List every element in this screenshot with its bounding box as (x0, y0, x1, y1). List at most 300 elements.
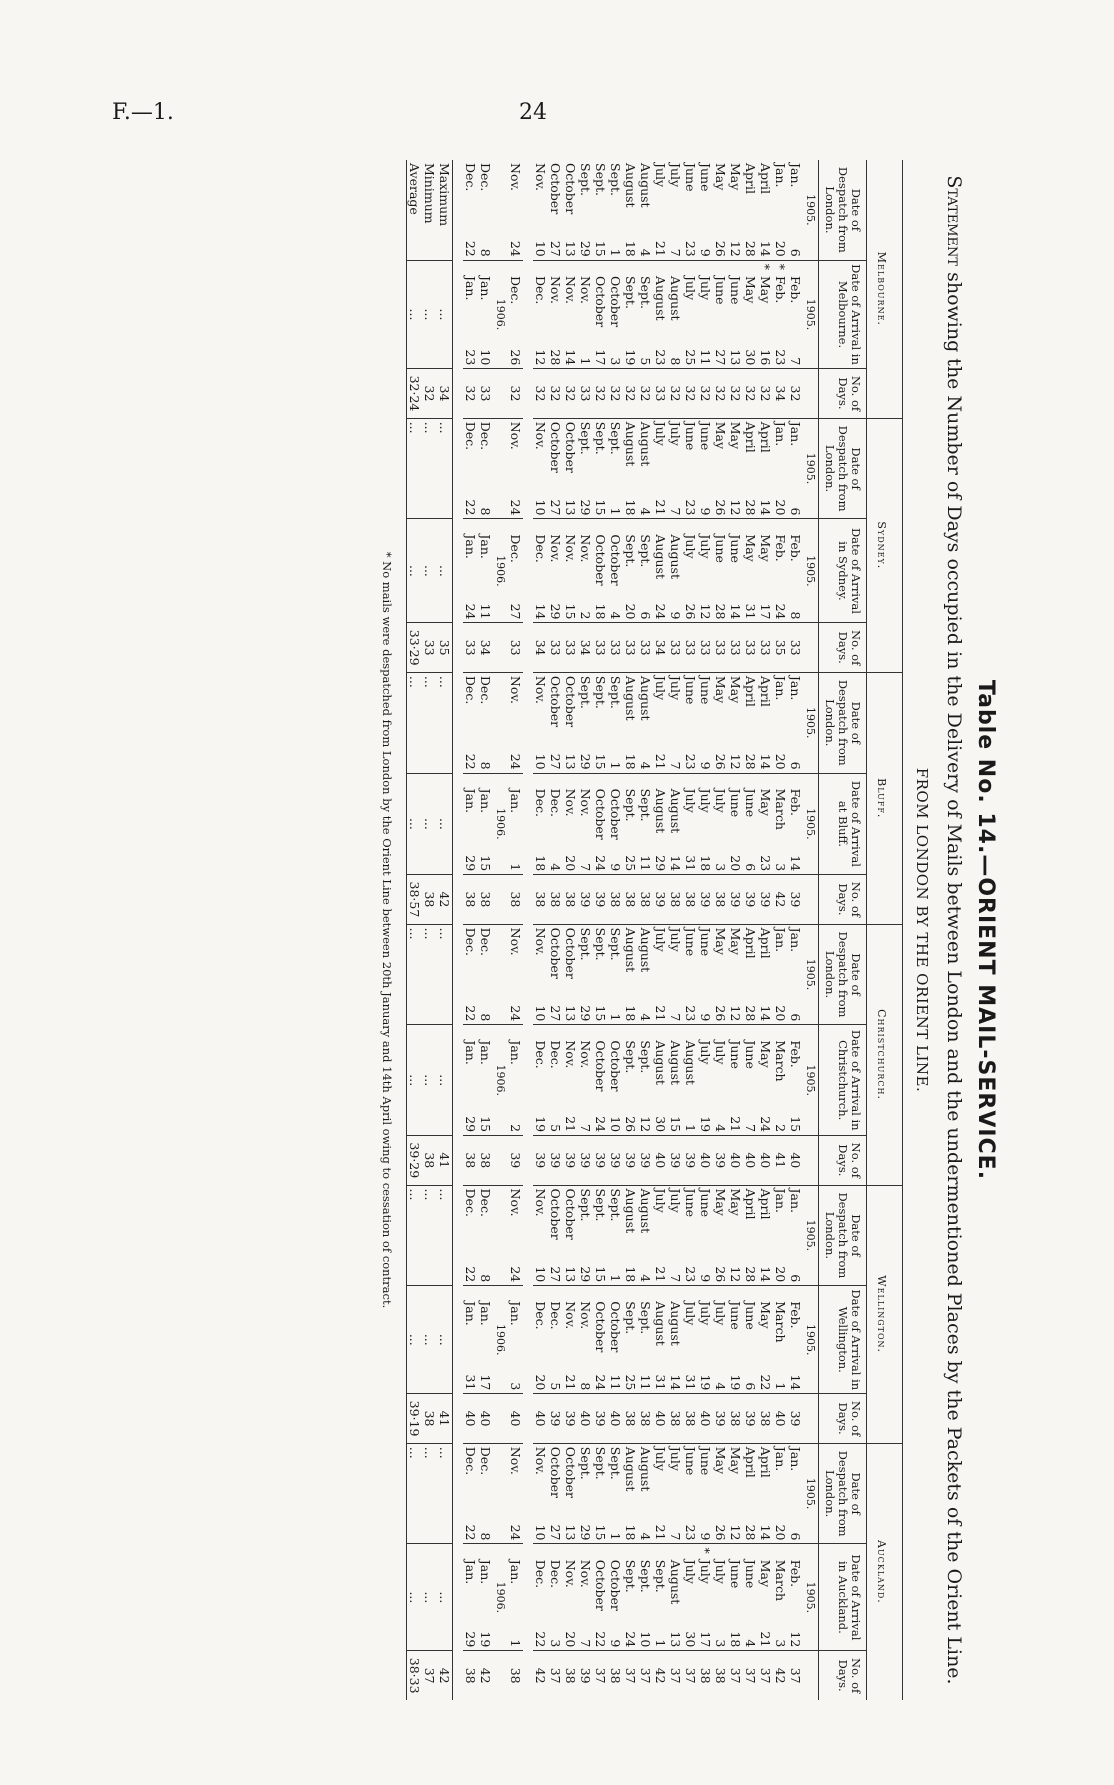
days-blank (493, 1394, 508, 1443)
despatch-month: Sept. (593, 163, 608, 196)
days-header: No. of Days. (819, 1136, 867, 1185)
days-blank (803, 1651, 819, 1700)
days-value: 41 (773, 1136, 788, 1185)
despatch-day: 14 (758, 1524, 773, 1541)
arrival-month: July (713, 1040, 728, 1065)
arrival-day: 19 (698, 1374, 713, 1391)
days-value: 38 (623, 875, 638, 924)
days-value: 32 (788, 369, 803, 418)
arrival-day: 14 (788, 1374, 803, 1391)
arrival-day: 25 (623, 1374, 638, 1391)
days-value: 40 (773, 1394, 788, 1443)
despatch-day: 27 (548, 753, 563, 770)
despatch-month: May (713, 163, 728, 191)
despatch-month: August (623, 163, 638, 208)
days-value: 40 (698, 1136, 713, 1185)
arrival-month: Sept. (638, 1040, 653, 1074)
days-value: 37 (593, 1651, 608, 1700)
despatch-month: April (743, 418, 758, 491)
despatch-month: July (668, 1185, 683, 1258)
arrival-mark (683, 1286, 698, 1299)
despatch-day: 23 (683, 499, 698, 516)
table-title: Table No. 14.—ORIENT MAIL-SERVICE. (973, 679, 998, 1181)
arrival-mark (578, 519, 593, 532)
days-value: 37 (743, 1651, 758, 1700)
arrival-month: May (758, 788, 773, 816)
despatch-month: June (698, 1443, 713, 1516)
despatch-day: 1 (608, 1274, 623, 1283)
despatch-month: Dec. (478, 924, 493, 997)
despatch-day: 4 (638, 1532, 653, 1541)
despatch-day: 21 (653, 1005, 668, 1022)
summary-dots: ... (407, 1544, 422, 1651)
summary-value: 32·24 (407, 369, 422, 418)
arrival-mark (608, 1025, 623, 1038)
table-row (713, 160, 728, 1700)
arrival-day: 7 (743, 1124, 758, 1133)
days-value: 33 (463, 623, 478, 672)
despatch-header: Date of Despatch from London. (819, 1443, 867, 1544)
arrival-day: 17 (698, 1631, 713, 1648)
arrival-mark (533, 1544, 548, 1557)
arrival-mark (533, 260, 548, 273)
arrival-month: October (608, 1559, 623, 1611)
arrival-month: Feb. (773, 275, 788, 304)
arrival-year: 1906. (493, 1025, 508, 1136)
arrival-day: 29 (463, 1116, 478, 1133)
despatch-month: Jan. (788, 418, 803, 491)
despatch-day: 18 (623, 753, 638, 770)
despatch-day: 21 (653, 1266, 668, 1283)
arrival-mark (533, 1025, 548, 1038)
despatch-day: 18 (623, 1005, 638, 1022)
summary-dots: ... (422, 1286, 437, 1394)
despatch-day: 4 (638, 1013, 653, 1022)
arrival-day: 27 (713, 349, 728, 366)
despatch-day: 26 (713, 753, 728, 770)
arrival-month: October (593, 1559, 608, 1611)
summary-value: 38·57 (407, 875, 422, 924)
summary-row (422, 160, 437, 1700)
days-value: 32 (758, 369, 773, 418)
despatch-day: 10 (533, 240, 548, 257)
arrival-mark (608, 1286, 623, 1299)
days-value: 38 (668, 1394, 683, 1443)
group-header-melbourne: Melbourne. (867, 160, 903, 418)
despatch-month: Nov. (508, 1443, 523, 1516)
despatch-month: Jan. (788, 163, 803, 188)
arrival-year: 1906. (493, 519, 508, 623)
summary-value: 39·19 (407, 1394, 422, 1443)
arrival-day: 9 (608, 863, 623, 872)
days-value: 38 (548, 875, 563, 924)
arrival-header: Date of Arrival in Sydney. (819, 519, 867, 623)
days-value: 37 (638, 1651, 653, 1700)
despatch-month: May (713, 1185, 728, 1258)
despatch-header: Date of Despatch from London. (819, 924, 867, 1025)
days-value: 34 (653, 623, 668, 672)
days-value: 37 (548, 1651, 563, 1700)
arrival-day: 14 (668, 855, 683, 872)
despatch-day: 24 (508, 753, 523, 770)
despatch-day: 21 (653, 499, 668, 516)
arrival-month: March (773, 788, 788, 830)
despatch-day: 20 (773, 1524, 788, 1541)
summary-value: 38 (422, 1394, 437, 1443)
days-value: 32 (668, 369, 683, 418)
days-value: 39 (548, 1136, 563, 1185)
spacer-row (453, 160, 464, 1700)
despatch-month: April (743, 1443, 758, 1516)
despatch-day: 27 (548, 1524, 563, 1541)
despatch-month: June (683, 418, 698, 491)
arrival-month: Nov. (578, 534, 593, 563)
arrival-mark (788, 1025, 803, 1038)
arrival-mark (623, 1544, 638, 1557)
days-value: 40 (578, 1394, 593, 1443)
days-value: 37 (758, 1651, 773, 1700)
despatch-day: 14 (758, 753, 773, 770)
despatch-day: 13 (563, 753, 578, 770)
arrival-day: 14 (668, 1374, 683, 1391)
arrival-month: July (683, 1301, 698, 1326)
arrival-day: 30 (683, 1631, 698, 1648)
summary-dots: ... (407, 418, 422, 519)
despatch-header: Date of Despatch from London. (819, 418, 867, 519)
days-value: 33 (728, 623, 743, 672)
despatch-month: Sept. (608, 163, 623, 196)
arrival-day: 8 (578, 1382, 593, 1391)
summary-dots: ... (437, 1185, 453, 1286)
table-row (788, 160, 803, 1700)
days-value: 38 (623, 1394, 638, 1443)
days-value: 32 (563, 369, 578, 418)
despatch-day: 21 (653, 1524, 668, 1541)
despatch-month: July (653, 924, 668, 997)
arrival-month: Jan. (508, 1559, 523, 1585)
arrival-mark (578, 260, 593, 273)
arrival-day: 3 (773, 863, 788, 872)
arrival-mark (698, 260, 713, 273)
despatch-month: October (548, 924, 563, 997)
despatch-day: 22 (463, 1005, 478, 1022)
arrival-mark (668, 1025, 683, 1038)
summary-dots: ... (407, 1025, 422, 1136)
days-value: 33 (478, 369, 493, 418)
arrival-month: Sept. (653, 1559, 668, 1593)
arrival-mark (623, 773, 638, 786)
year-row (803, 160, 819, 1700)
despatch-month: April (758, 163, 773, 194)
despatch-year: 1905. (803, 1185, 819, 1286)
despatch-month: June (698, 163, 713, 192)
despatch-day: 22 (463, 499, 478, 516)
despatch-day: 1 (608, 248, 623, 257)
arrival-month: June (728, 1040, 743, 1069)
despatch-day: 12 (728, 240, 743, 257)
despatch-year: 1905. (803, 418, 819, 519)
arrival-month: Nov. (563, 275, 578, 304)
days-value: 42 (773, 875, 788, 924)
days-value: 38 (668, 875, 683, 924)
arrival-month: Nov. (548, 275, 563, 304)
arrival-mark (593, 519, 608, 532)
despatch-month: October (563, 672, 578, 745)
arrival-day: 31 (743, 603, 758, 620)
arrival-month: Nov. (563, 1559, 578, 1588)
despatch-month: Sept. (578, 1185, 593, 1258)
arrival-mark (788, 260, 803, 273)
despatch-year (493, 924, 508, 1025)
arrival-month: August (668, 275, 683, 321)
arrival-mark (668, 519, 683, 532)
table-row (563, 160, 578, 1700)
despatch-day: 27 (548, 1266, 563, 1283)
despatch-year: 1905. (803, 924, 819, 1025)
despatch-day: 27 (548, 240, 563, 257)
arrival-mark (728, 260, 743, 273)
arrival-month: July (683, 534, 698, 559)
arrival-month: May (758, 1040, 773, 1068)
arrival-year: 1906. (493, 260, 508, 369)
arrival-mark (563, 773, 578, 786)
arrival-mark (533, 1286, 548, 1299)
arrival-month: Feb. (788, 1301, 803, 1329)
summary-dots: ... (437, 773, 453, 875)
despatch-month: Nov. (508, 163, 523, 192)
days-value: 42 (533, 1651, 548, 1700)
arrival-day: 24 (593, 1374, 608, 1391)
arrival-mark (548, 260, 563, 273)
days-value: 40 (533, 1394, 548, 1443)
days-value: 39 (713, 1394, 728, 1443)
arrival-day: 8 (788, 611, 803, 620)
summary-dots: ... (407, 773, 422, 875)
arrival-mark (788, 1286, 803, 1299)
arrival-mark (638, 773, 653, 786)
days-blank (493, 369, 508, 418)
arrival-day: 9 (668, 611, 683, 620)
days-value: 32 (608, 369, 623, 418)
days-value: 39 (593, 1394, 608, 1443)
arrival-mark (743, 1544, 758, 1557)
arrival-mark (743, 1025, 758, 1038)
arrival-month: May (758, 534, 773, 562)
arrival-month: July (683, 788, 698, 813)
arrival-mark (548, 1286, 563, 1299)
arrival-mark (608, 773, 623, 786)
despatch-day: 6 (788, 761, 803, 770)
arrival-mark (593, 260, 608, 273)
group-header-christchurch: Christchurch. (867, 924, 903, 1185)
despatch-month: Sept. (593, 924, 608, 997)
despatch-day: 13 (563, 240, 578, 257)
arrival-mark (683, 1544, 698, 1557)
summary-row (437, 160, 453, 1700)
days-value: 37 (668, 1651, 683, 1700)
arrival-mark (563, 1025, 578, 1038)
arrival-month: July (698, 534, 713, 559)
despatch-year (493, 672, 508, 773)
despatch-day: 8 (478, 1532, 493, 1541)
despatch-day: 1 (608, 1532, 623, 1541)
despatch-month: October (563, 1443, 578, 1516)
despatch-day: 26 (713, 240, 728, 257)
arrival-year: 1905. (803, 1544, 819, 1651)
despatch-month: April (758, 1443, 773, 1516)
despatch-day: 10 (533, 1524, 548, 1541)
arrival-mark (743, 519, 758, 532)
summary-value: 38 (422, 1136, 437, 1185)
despatch-day: 15 (593, 753, 608, 770)
despatch-day: 12 (728, 499, 743, 516)
arrival-month: Nov. (548, 534, 563, 563)
days-value: 40 (788, 1136, 803, 1185)
arrival-month: Dec. (548, 788, 563, 818)
despatch-month: Sept. (608, 418, 623, 491)
despatch-month: June (683, 924, 698, 997)
despatch-month: April (743, 672, 758, 745)
despatch-header: Date of Despatch from London. (819, 672, 867, 773)
arrival-day: 4 (713, 1382, 728, 1391)
arrival-day: 3 (508, 1382, 523, 1391)
arrival-day: 21 (758, 1631, 773, 1648)
arrival-day: 11 (638, 1374, 653, 1391)
despatch-month: May (728, 163, 743, 191)
despatch-month: October (563, 1185, 578, 1258)
despatch-month: Jan. (788, 672, 803, 745)
arrival-day: 18 (593, 603, 608, 620)
arrival-day: 4 (608, 611, 623, 620)
despatch-month: August (623, 418, 638, 491)
arrival-mark (578, 1286, 593, 1299)
arrival-year: 1905. (803, 519, 819, 623)
arrival-month: Jan. (463, 1040, 478, 1065)
arrival-month: July (683, 275, 698, 301)
arrival-mark (508, 1025, 523, 1038)
despatch-day: 18 (623, 499, 638, 516)
arrival-day: 21 (563, 1374, 578, 1391)
arrival-month: October (593, 788, 608, 840)
despatch-day: 6 (788, 1274, 803, 1283)
summary-value: 42 (437, 1651, 453, 1700)
arrival-mark (478, 1544, 493, 1557)
arrival-month: May (758, 1559, 773, 1588)
despatch-day: 7 (668, 1274, 683, 1283)
days-value: 40 (698, 1394, 713, 1443)
arrival-month: October (593, 275, 608, 328)
arrival-month: August (653, 275, 668, 321)
arrival-day: 24 (758, 1116, 773, 1133)
despatch-month: Sept. (578, 672, 593, 745)
despatch-day: 6 (788, 1013, 803, 1022)
despatch-year (493, 418, 508, 519)
despatch-month: October (548, 418, 563, 491)
despatch-month: April (758, 672, 773, 745)
summary-value: 38·33 (407, 1651, 422, 1700)
arrival-year: 1906. (493, 1286, 508, 1394)
despatch-month: Dec. (478, 163, 493, 192)
summary-dots: ... (407, 519, 422, 623)
summary-dots: ... (407, 924, 422, 1025)
arrival-day: 19 (478, 1631, 493, 1648)
table-row (683, 160, 698, 1700)
arrival-day: 15 (788, 1116, 803, 1133)
days-blank (493, 1651, 508, 1700)
arrival-mark (728, 1025, 743, 1038)
despatch-day: 10 (533, 499, 548, 516)
days-value: 38 (638, 875, 653, 924)
despatch-month: June (683, 163, 698, 192)
despatch-day: 27 (548, 1005, 563, 1022)
arrival-mark (698, 1286, 713, 1299)
arrival-day: 5 (548, 1382, 563, 1391)
days-header: No. of Days. (819, 1651, 867, 1700)
despatch-month: Nov. (533, 163, 548, 192)
group-header-auckland: Auckland. (867, 1443, 903, 1700)
arrival-mark (548, 773, 563, 786)
summary-value: 32 (422, 369, 437, 418)
spacer-row (523, 160, 533, 1700)
days-value: 34 (773, 369, 788, 418)
despatch-day: 22 (463, 240, 478, 257)
column-header-row (819, 160, 867, 1700)
arrival-month: Jan. (478, 1301, 493, 1326)
despatch-month: May (713, 924, 728, 997)
despatch-day: 24 (508, 1524, 523, 1541)
from-line: FROM LONDON BY THE ORIENT LINE. (913, 767, 931, 1093)
despatch-day: 29 (578, 499, 593, 516)
arrival-mark (478, 1286, 493, 1299)
despatch-day: 10 (533, 753, 548, 770)
summary-dots: ... (437, 418, 453, 519)
arrival-mark (683, 519, 698, 532)
days-value: 33 (653, 369, 668, 418)
arrival-month: Sept. (638, 534, 653, 568)
arrival-month: Sept. (638, 1301, 653, 1335)
arrival-day: 18 (698, 855, 713, 872)
despatch-day: 21 (653, 240, 668, 257)
days-value: 39 (713, 1136, 728, 1185)
despatch-day: 1 (608, 761, 623, 770)
arrival-mark (788, 1544, 803, 1557)
arrival-header: Date of Arrival in Melbourne. (819, 260, 867, 369)
days-value: 40 (463, 1394, 478, 1443)
arrival-day: 20 (623, 603, 638, 620)
summary-dots: ... (422, 260, 437, 369)
despatch-day: 7 (668, 761, 683, 770)
despatch-day: 23 (683, 753, 698, 770)
summary-label: Minimum (422, 163, 437, 224)
days-value: 38 (728, 1394, 743, 1443)
days-value: 33 (638, 623, 653, 672)
arrival-month: Sept. (638, 1559, 653, 1593)
despatch-year: 1905. (803, 672, 819, 773)
arrival-mark (508, 773, 523, 786)
despatch-day: 13 (563, 1005, 578, 1022)
despatch-month: October (548, 1185, 563, 1258)
days-value: 38 (758, 1394, 773, 1443)
despatch-month: May (713, 418, 728, 491)
arrival-mark (713, 773, 728, 786)
despatch-month: August (623, 672, 638, 745)
despatch-month: Nov. (533, 1443, 548, 1516)
despatch-day: 22 (463, 1524, 478, 1541)
despatch-day: 29 (578, 240, 593, 257)
table-row (623, 160, 638, 1700)
arrival-mark (698, 773, 713, 786)
despatch-month: Jan. (773, 1185, 788, 1258)
